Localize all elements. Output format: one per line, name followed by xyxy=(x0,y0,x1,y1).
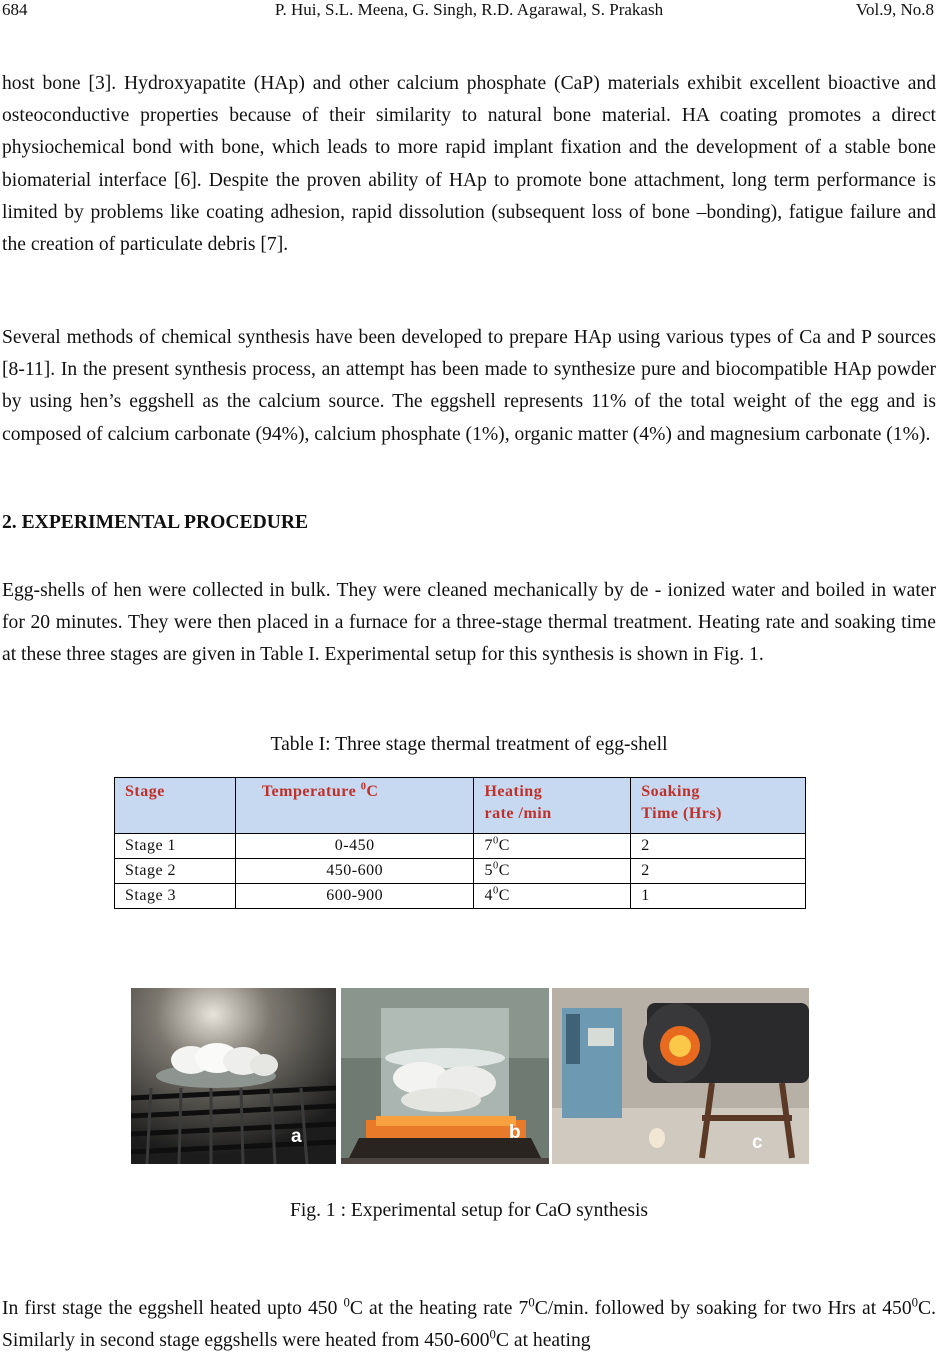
cell-temperature: 600-900 xyxy=(235,884,474,909)
photo-panel-c xyxy=(552,988,809,1164)
cell-temperature: 450-600 xyxy=(235,859,474,884)
paragraph-2: Several methods of chemical synthesis have been developed to prepare HAp using various types of Ca and P sources [8-11]. In the present synthesis process, an attempt has been made to synthesize pure and biocompatible HAp powder by using hen’s eggshell as the calcium source. The eggshell represents 11% of the total weight of the egg and is composed of calcium carbonate (94%), calcium phosphate (1%), organic matter (4%) and magnesium carbonate (1%). xyxy=(2,327,936,445)
cell-heating-rate: $4^0C$ xyxy=(474,884,631,909)
table-header-row xyxy=(115,778,806,834)
panel-label-a: a xyxy=(291,1126,302,1147)
photo-panel-b xyxy=(341,988,549,1164)
volume-info: Vol.9, No.8 xyxy=(855,0,934,19)
header-temperature: Temperature $^0$C xyxy=(235,778,474,834)
figure-caption: Fig. 1 : Experimental setup for CaO synthesis xyxy=(289,1200,649,1221)
cell-stage: Stage 2 xyxy=(115,859,236,884)
panel-label-c: c xyxy=(752,1132,763,1153)
cell-temperature: 0-450 xyxy=(235,834,474,859)
paragraph-1: host bone [3]. Hydroxyapatite (HAp) and other calcium phosphate (CaP) materials exhibit excellent bioactive and osteoconductive properties because of their similarity to natural bone material. HA coating promotes a direct physiochemical bond with bone, which leads to more rapid implant fixation and the development of a stable bone biomaterial interface [6]. Despite the proven ability of HAp to promote bone attachment, long term performance is limited by problems like coating adhesion, rapid dissolution (subsequent loss of bone –bonding), fatigue failure and the creation of particulate debris [7]. xyxy=(2,73,936,256)
panel-label-b: b xyxy=(509,1122,521,1143)
paragraph-4: In first stage the eggshell heated upto 450 $^0$C at the heating rate $7^0C/\min$. followed by soaking for two Hrs at $450^0C$. Similarly in second stage eggshells were heated from $450-600^0C$ at heating xyxy=(2,1295,936,1352)
authors: P. Hui, S.L. Meena, G. Singh, R.D. Agarawal, S. Prakash xyxy=(274,0,664,19)
thermal-treatment-table xyxy=(114,777,806,909)
cell-stage: Stage 3 xyxy=(115,884,236,909)
cell-soaking-time: 1 xyxy=(631,884,806,909)
section-heading: 2. EXPERIMENTAL PROCEDURE xyxy=(2,512,309,533)
header-soaking-time: Soaking Time (Hrs) xyxy=(631,778,806,834)
header-stage: Stage xyxy=(115,778,236,834)
page-number: 684 xyxy=(2,0,28,19)
table-row xyxy=(115,884,806,909)
table-row xyxy=(115,834,806,859)
table-row xyxy=(115,859,806,884)
header-heating-rate: Heating rate /min xyxy=(474,778,631,834)
cell-heating-rate: $7^0C$ xyxy=(474,834,631,859)
cell-soaking-time: 2 xyxy=(631,834,806,859)
photo-panel-a xyxy=(131,988,336,1164)
figure-1 xyxy=(131,988,809,1164)
running-header xyxy=(0,0,938,28)
cell-heating-rate: $5^0C$ xyxy=(474,859,631,884)
cell-stage: Stage 1 xyxy=(115,834,236,859)
paragraph-3: Egg-shells of hen were collected in bulk. They were cleaned mechanically by de - ionized water and boiled in water for 20 minutes. They were then placed in a furnace for a three-stage thermal treatment. Heating rate and soaking time at these three stages are given in Table I. Experimental setup for this synthesis is shown in Fig. 1. xyxy=(2,580,936,666)
table-caption: Table I: Three stage thermal treatment of egg-shell xyxy=(270,734,668,755)
cell-soaking-time: 2 xyxy=(631,859,806,884)
